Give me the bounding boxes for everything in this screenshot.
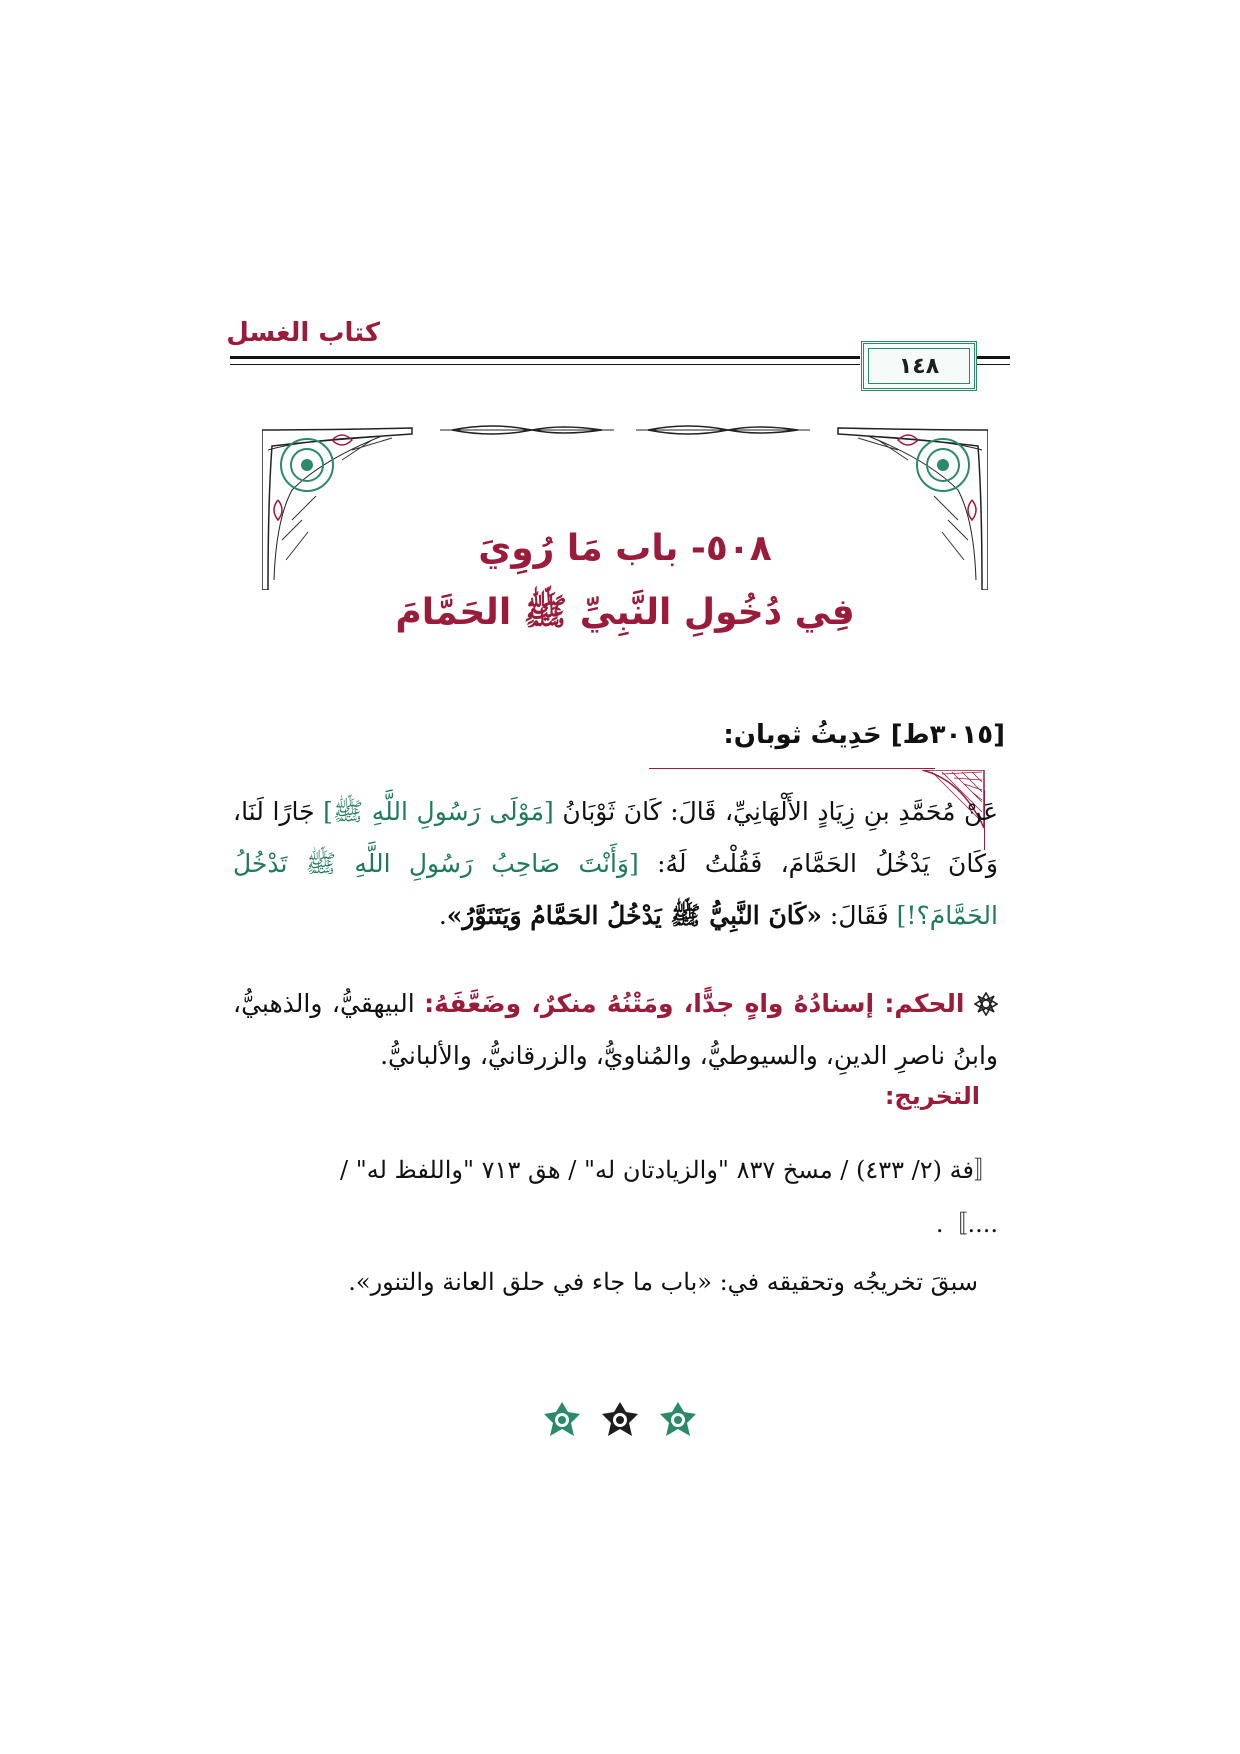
end-flower-icon-3 [660, 1402, 696, 1436]
takhrij-label: التخريج: [884, 1082, 980, 1110]
ruling-paragraph [233, 978, 998, 1082]
takhrij-text [233, 1143, 998, 1251]
header-rule-right-thin [230, 364, 860, 365]
end-ornament [540, 1398, 700, 1442]
hadith-text-part1: عَنْ مُحَمَّدِ بنِ زِيَادٍ الأَلْهَانِيِّ، قَالَ: كَانَ ثَوْبَانُ [553, 797, 999, 826]
hadith-text-end: . [438, 901, 447, 930]
end-flower-icon-1 [544, 1402, 580, 1436]
header-rule-left [975, 356, 1010, 359]
quote-top-rule [649, 768, 935, 769]
hadith-text-green2: [وَأَنْتَ صَاحِبُ رَسُولِ اللَّهِ ﷺ تَدْخُلُ الحَمَّامَ؟!] [233, 849, 998, 930]
ruling-label: الحكم: [884, 989, 965, 1018]
ruling-judgement: إسنادُهُ واهٍ جدًّا، ومَتْنُهُ منكرٌ، وضَعَّفَهُ: [424, 989, 885, 1018]
ruling-scholars: البيهقيُّ، والذهبيُّ، وابنُ ناصرِ الدينِ، والسيوطيُّ، والمُناويُّ، والزرقانيُّ، والألبانيُّ. [233, 989, 998, 1070]
page-number: ١٤٨ [898, 353, 940, 379]
top-bar-ornaments [440, 426, 810, 434]
hadith-text-green1: [مَوْلَى رَسُولِ اللَّهِ ﷺ] [323, 797, 554, 826]
end-flower-icon-2 [602, 1402, 638, 1436]
takhrij-line1: 〚فة (٢/ ٤٣٣) / مسخ ٨٣٧ "والزيادتان له" / هق ٧١٣ "واللفظ له" / [339, 1156, 998, 1184]
flower-icon [974, 992, 998, 1016]
hadith-text-part2: جَارًا لَنَا، وَكَانَ يَدْخُلُ الحَمَّامَ، فَقُلْتُ لَهُ: [233, 797, 998, 878]
takhrij-line2: ....〛. [935, 1210, 998, 1238]
running-title: كتاب الغسل [226, 318, 380, 348]
reference-text: سبقَ تخريجُه وتحقيقه في: «باب ما جاء في حلق العانة والتنور». [348, 1268, 978, 1296]
hadith-text-bold: «كَانَ النَّبِيُّ ﷺ يَدْخُلُ الحَمَّامُ وَيَتَنَوَّرُ» [446, 901, 822, 930]
chapter-title-line2: فِي دُخُولِ النَّبِيِّ ﷺ الحَمَّامَ [395, 592, 855, 633]
hadith-text [233, 786, 998, 942]
page-number-box [861, 341, 977, 391]
chapter-title-line1: ٥٠٨- باب مَا رُوِيَ [478, 528, 772, 569]
hadith-text-part3: فَقَالَ: [821, 901, 897, 930]
hadith-heading: [٣٠١٥ط] حَدِيثُ ثوبان: [723, 720, 1005, 750]
header-rule-right [230, 356, 860, 359]
header-rule-left-thin [975, 364, 1010, 365]
